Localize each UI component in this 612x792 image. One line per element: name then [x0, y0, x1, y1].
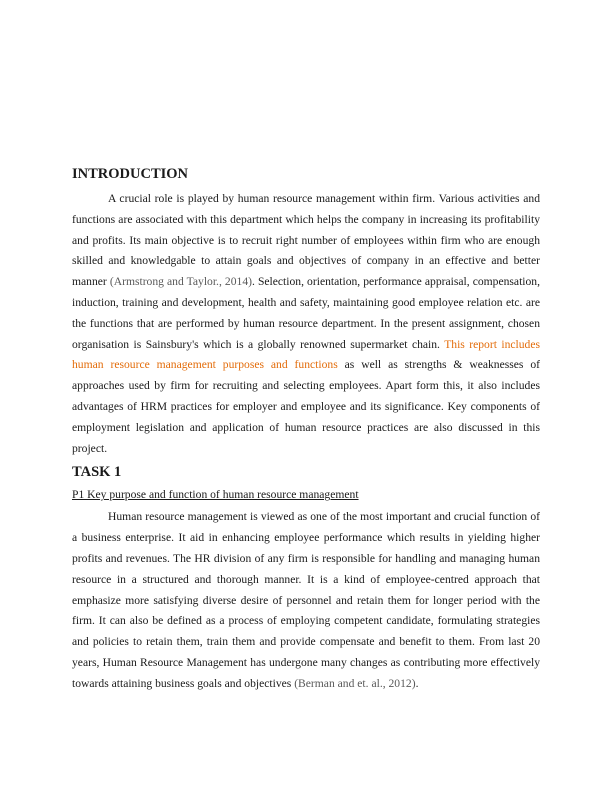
highlighted-sentence: This report includes human resource management purposes and functions — [72, 337, 540, 372]
document-page — [72, 165, 540, 695]
introduction-paragraph — [72, 189, 540, 459]
introduction-heading: INTRODUCTION — [72, 166, 189, 182]
task1-text: Human resource management is viewed as one of the most important and crucial function of a business enterprise. It aid in enhancing employee performance which results in yielding higher profits and revenues. The HR division of any firm is responsible for handling and managing human resource in a structured and thorough manner. It is a kind of employee-centred approach that emphasize more satisfying diverse desire of personnel and retain them for longer period with the firm. It can also be defined as a process of employing competent candidate, formulating strategies and policies to retain them, train them and provide compensate and benefit to them. From last 20 years, Human Resource Management has undergone many changes as contributing more effectively towards attaining business goals and objectives — [72, 510, 540, 690]
intro-text-part-1: A crucial role is played by human resource management within firm. Various activities and functions are associated with this department which helps the company in increasing its profitability and profits. Its main objective is to recruit right number of employees within firm who are enough skilled and knowledgable to attain goals and objectives of company in an effective and better manner — [72, 192, 540, 289]
intro-text-part-2: . Selection, orientation, performance appraisal, compensation, induction, training and development, health and safety, maintaining good employee relation etc. are the functions that are performed by human resource department. In the present assignment, chosen organisation is Sainsbury's which is a globally renowned supermarket chain. — [72, 275, 541, 351]
citation-armstrong: (Armstrong and Taylor., 2014) — [109, 275, 252, 289]
task-1-paragraph — [72, 507, 540, 694]
p1-subheading: P1 Key purpose and function of human resource management — [72, 488, 359, 502]
citation-berman: (Berman and et. al., 2012) — [294, 676, 416, 690]
intro-text-part-3: as well as strengths & weaknesses of approaches used by firm for recruiting and selecting employees. Apart form this, it also includes advantages of HRM practices for employer and employee and its significance. Key components of employment legislation and application of human resource practices are also discussed in this project. — [72, 358, 540, 455]
task1-text-end: . — [415, 676, 419, 690]
task-1-heading: TASK 1 — [72, 464, 122, 481]
